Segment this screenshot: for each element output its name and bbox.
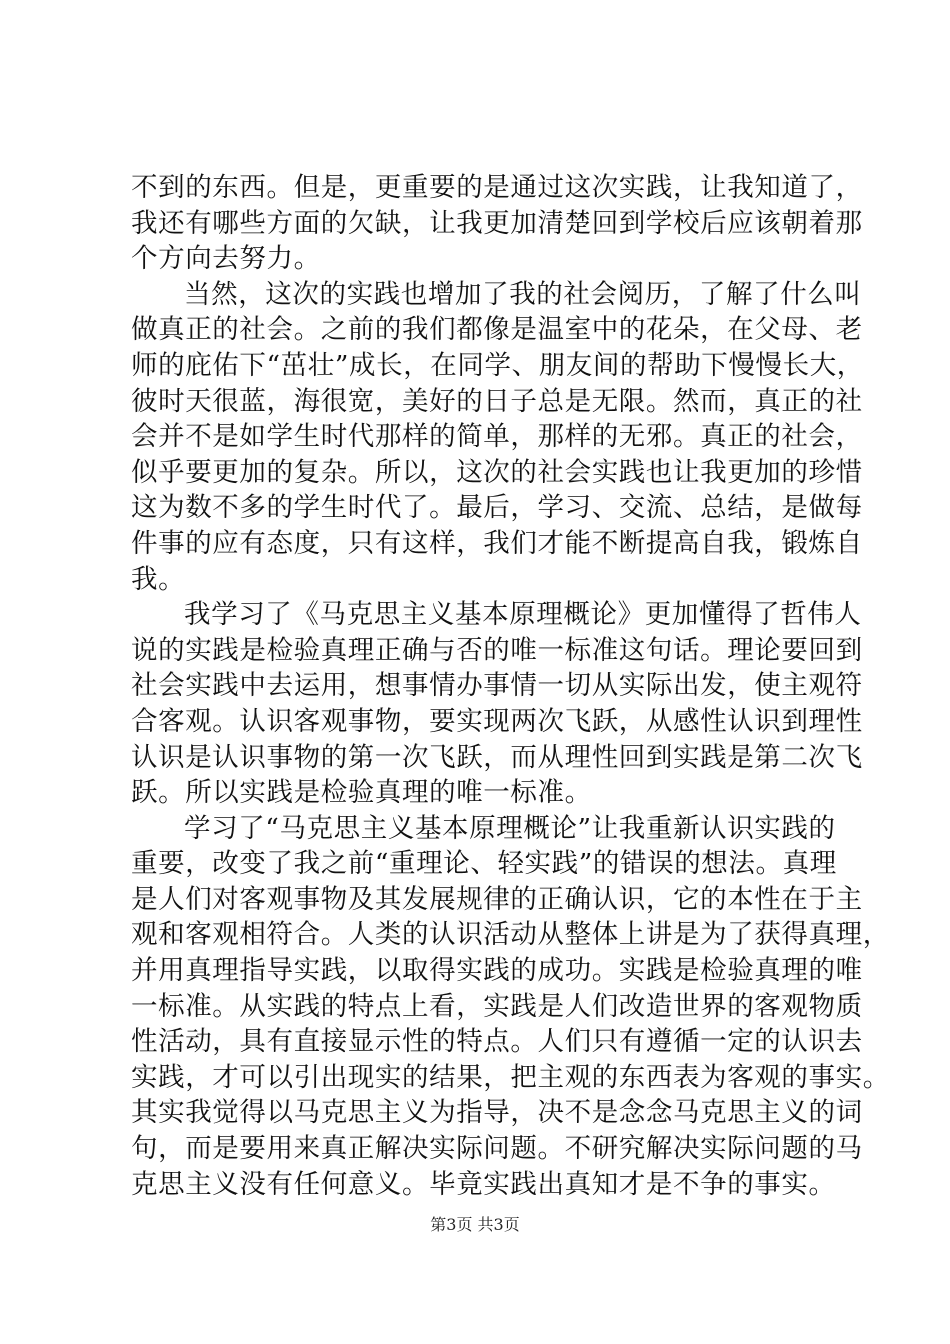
text-line: 是人们对客观事物及其发展规律的正确认识，它的本性在于主 [131, 883, 863, 915]
text-line: 社会实践中去运用，想事情办事情一切从实际出发，使主观符 [131, 670, 863, 702]
text-line: 似乎要更加的复杂。所以，这次的社会实践也让我更加的珍惜 [131, 456, 863, 488]
text-line: 不到的东西。但是，更重要的是通过这次实践，让我知道了， [131, 172, 863, 203]
text-line: 合客观。认识客观事物，要实现两次飞跃，从感性认识到理性 [131, 705, 863, 737]
text-line: 会并不是如学生时代那样的简单，那样的无邪。真正的社会， [131, 421, 863, 453]
text-line: 当然，这次的实践也增加了我的社会阅历，了解了什么叫 [184, 278, 862, 310]
text-line: 性活动，具有直接显示性的特点。人们只有遵循一定的认识去 [131, 1026, 863, 1058]
text-line: 观和客观相符合。人类的认识活动从整体上讲是为了获得真理， [131, 919, 890, 951]
text-line: 一标准。从实践的特点上看，实践是人们改造世界的客观物质 [131, 990, 863, 1022]
text-line: 件事的应有态度，只有这样，我们才能不断提高自我，锻炼自 [131, 527, 863, 559]
text-line: 克思主义没有任何意义。毕竟实践出真知才是不争的事实。 [131, 1168, 836, 1200]
text-line: 跃。所以实践是检验真理的唯一标准。 [131, 777, 592, 809]
text-line: 实践，才可以引出现实的结果，把主观的东西表为客观的事实。 [131, 1061, 890, 1093]
text-line: 做真正的社会。之前的我们都像是温室中的花朵，在父母、老 [131, 314, 863, 346]
text-line: 句，而是要用来真正解决实际问题。不研究解决实际问题的马 [131, 1133, 863, 1165]
text-line: 说的实践是检验真理正确与否的唯一标准这句话。理论要回到 [131, 634, 863, 666]
document-body [131, 170, 890, 1202]
text-line: 我还有哪些方面的欠缺，让我更加清楚回到学校后应该朝着那 [131, 207, 863, 239]
text-line: 师的庇佑下“茁壮”成长，在同学、朋友间的帮助下慢慢长大， [131, 349, 864, 381]
text-line: 我。 [131, 563, 186, 595]
text-line: 并用真理指导实践，以取得实践的成功。实践是检验真理的唯 [131, 955, 863, 987]
text-line: 学习了“马克思主义基本原理概论”让我重新认识实践的 [184, 812, 836, 844]
text-line: 认识是认识事物的第一次飞跃，而从理性回到实践是第二次飞 [131, 741, 863, 773]
text-line: 这为数不多的学生时代了。最后，学习、交流、总结，是做每 [131, 492, 863, 524]
text-line: 我学习了《马克思主义基本原理概论》更加懂得了哲伟人 [184, 599, 862, 631]
text-line: 重要，改变了我之前“重理论、轻实践”的错误的想法。真理 [131, 848, 837, 880]
text-line: 彼时天很蓝，海很宽，美好的日子总是无限。然而，真正的社 [131, 385, 863, 417]
text-line: 其实我觉得以马克思主义为指导，决不是念念马克思主义的词 [131, 1097, 863, 1129]
text-line: 个方向去努力。 [131, 243, 321, 275]
page-footer: 第3页 共3页 [430, 1215, 520, 1234]
